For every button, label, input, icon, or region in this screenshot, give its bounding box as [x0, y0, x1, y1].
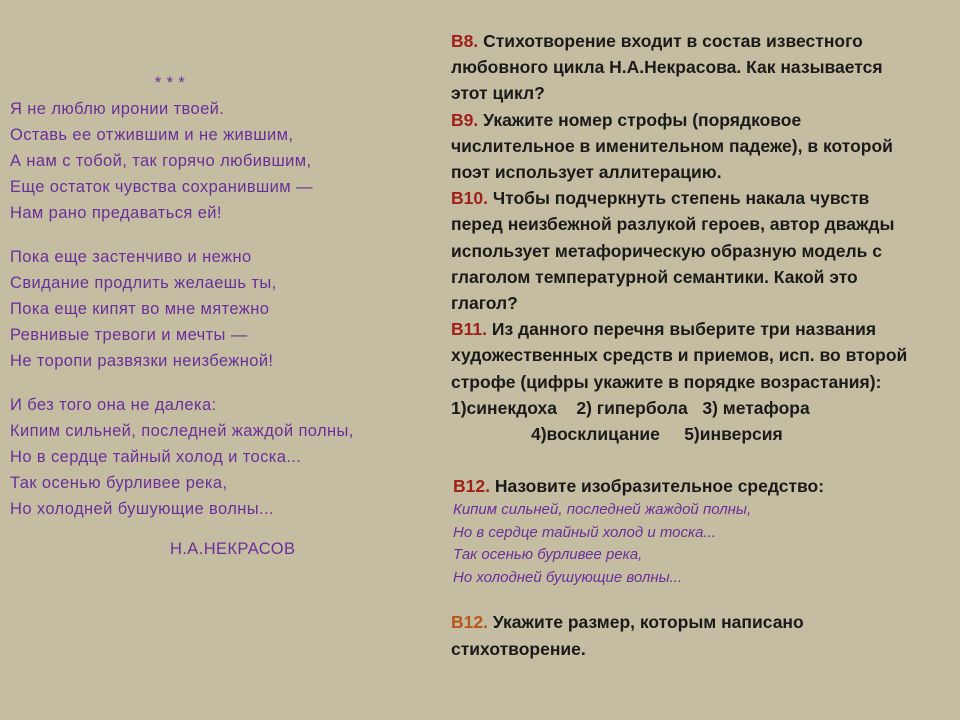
task-text: Назовите изобразительное средство:: [489, 476, 825, 497]
poem-line: Оставь ее отжившим и не жившим,: [10, 126, 294, 144]
task-text: глагол?: [451, 293, 518, 314]
task-text: любовного цикла Н.А.Некрасова. Как называется: [451, 57, 883, 78]
task-text: перед неизбежной разлукой героев, автор дважды: [451, 214, 895, 235]
task-b11: [451, 316, 956, 447]
poem-line: И без того она не далека:: [10, 396, 217, 414]
poem-line: Но холодней бушующие волны...: [10, 500, 274, 518]
poem-line: Ревнивые тревоги и мечты —: [10, 326, 248, 344]
task-text: глаголом температурной семантики. Какой это: [451, 266, 858, 287]
task-text: строфе (цифры укажите в порядке возрастания):: [451, 371, 882, 392]
poem-author: Н.А.НЕКРАСОВ: [170, 540, 296, 558]
task-text: поэт использует аллитерацию.: [451, 162, 722, 183]
task-number: В12.: [453, 476, 490, 497]
task-text: Стихотворение входит в состав известного: [478, 31, 863, 51]
task-number: В10.: [451, 188, 488, 209]
quote-line: Кипим сильней, последней жаждой полны,: [453, 501, 752, 519]
task-number: В11.: [451, 319, 487, 340]
poem-line: Не торопи развязки неизбежной!: [10, 352, 274, 370]
task-b9: [451, 107, 956, 186]
poem-line: Нам рано предаваться ей!: [10, 204, 222, 222]
poem-block: [10, 72, 430, 562]
task-text: Укажите номер строфы (порядковое: [478, 109, 802, 130]
poem-line: А нам с тобой, так горячо любившим,: [10, 152, 312, 170]
quote-line: Но в сердце тайный холод и тоска...: [453, 523, 716, 541]
task-number: В8.: [451, 31, 479, 51]
task-b12-device: [451, 473, 956, 589]
task-text: числительное в именительном падеже), в которой: [451, 135, 893, 156]
task-text: использует метафорическую образную модель с: [451, 240, 882, 261]
task-text: стихотворение.: [451, 638, 586, 659]
task-options: 1)синекдоха 2) гипербола 3) метафора: [451, 397, 810, 418]
task-text: Укажите размер, которым написано: [487, 612, 804, 633]
task-b10: [451, 185, 956, 316]
task-options: 4)восклицание 5)инверсия: [531, 424, 783, 445]
stanza-3: [10, 392, 430, 522]
task-number: В12.: [451, 612, 488, 633]
quote-line: Но холодней бушующие волны...: [453, 568, 683, 586]
task-text: Из данного перечня выберите три названия: [487, 319, 877, 340]
poem-line: Свидание продлить желаешь ты,: [10, 274, 277, 292]
poem-line: Кипим сильней, последней жаждой полны,: [10, 422, 354, 440]
poem-line: Так осенью бурливее река,: [10, 474, 228, 492]
poem-stars: * * *: [154, 74, 186, 92]
tasks-block: [451, 28, 956, 662]
poem-line: Пока еще застенчиво и нежно: [10, 248, 252, 266]
poem-line: Но в сердце тайный холод и тоска...: [10, 448, 302, 466]
task-text: Чтобы подчеркнуть степень накала чувств: [487, 188, 870, 209]
task-b8: [451, 28, 956, 107]
poem-line: Еще остаток чувства сохранившим —: [10, 178, 313, 196]
poem-line: Я не люблю иронии твоей.: [10, 100, 225, 118]
task-text: художественных средств и приемов, исп. во второй: [451, 345, 908, 366]
stanza-1: [10, 96, 430, 226]
task-text: этот цикл?: [451, 83, 545, 104]
task-number: В9.: [451, 109, 479, 130]
task-b12-meter: [451, 609, 956, 661]
poem-line: Пока еще кипят во мне мятежно: [10, 300, 270, 318]
quote-line: Так осенью бурливее река,: [453, 546, 643, 564]
stanza-2: [10, 244, 430, 374]
